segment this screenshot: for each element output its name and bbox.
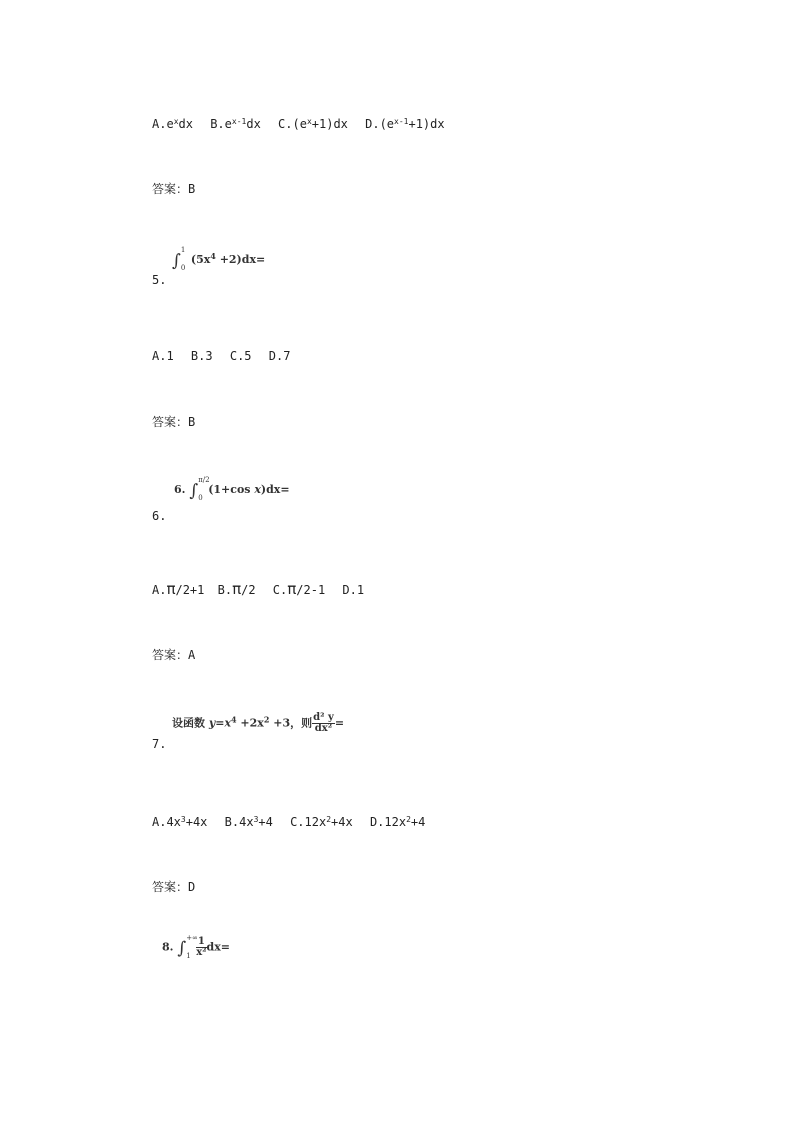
option-b: B.3 (190, 349, 213, 363)
q4-options (152, 117, 445, 131)
q6-answer: 答案：A (152, 648, 196, 662)
q7-answer: 答案：D (152, 880, 196, 894)
option-d: D.7 (268, 349, 291, 363)
q5-number: 5. (152, 273, 167, 287)
option-c: C.5 (229, 349, 252, 363)
q6-number: 6. (152, 509, 167, 523)
option-c: $C.12x^2+4x$ (290, 815, 353, 829)
q7-options (152, 815, 425, 829)
q5-options (152, 349, 290, 363)
q6-formula-image: 6. ∫ π/2 0 (1+cos x)dx= (174, 476, 290, 502)
option-a: A.1 (152, 349, 174, 363)
option-c: $C.(e^x+1)dx$ (278, 117, 348, 131)
option-b: $B.e^{x-1}dx$ (210, 117, 261, 131)
option-b: $B.4x^3+4$ (224, 815, 273, 829)
option-a: $A.4x^3+4x$ (152, 815, 208, 829)
q7-number: 7. (152, 737, 167, 751)
option-b: B.π/2 (217, 580, 256, 598)
q7-formula-image: 设函数 $y=x^4 +2x^2 +3$，则 $\frac{\text{d² y}}{\text{dx²}}$ = (172, 712, 345, 734)
q4-answer: 答案：B (152, 182, 196, 196)
q8-formula-image: 8. ∫ +∞ 1 $\frac{1}{\text{x²}}$ dx= (162, 933, 230, 960)
option-c: C.π/2-1 (272, 580, 326, 598)
q5-formula-image: ∫ 1 0 $(5x^4 +2)dx=$ (172, 246, 266, 272)
option-a: $A.e^xdx$ (152, 117, 193, 131)
q6-options (152, 582, 364, 597)
option-d: $D.(e^{x-1}+1)dx$ (365, 117, 445, 131)
option-d: $D.12x^2+4$ (369, 815, 426, 829)
q5-answer: 答案：B (152, 415, 196, 429)
option-d: D.1 (342, 583, 365, 597)
option-a: A.π/2+1 (152, 580, 205, 598)
